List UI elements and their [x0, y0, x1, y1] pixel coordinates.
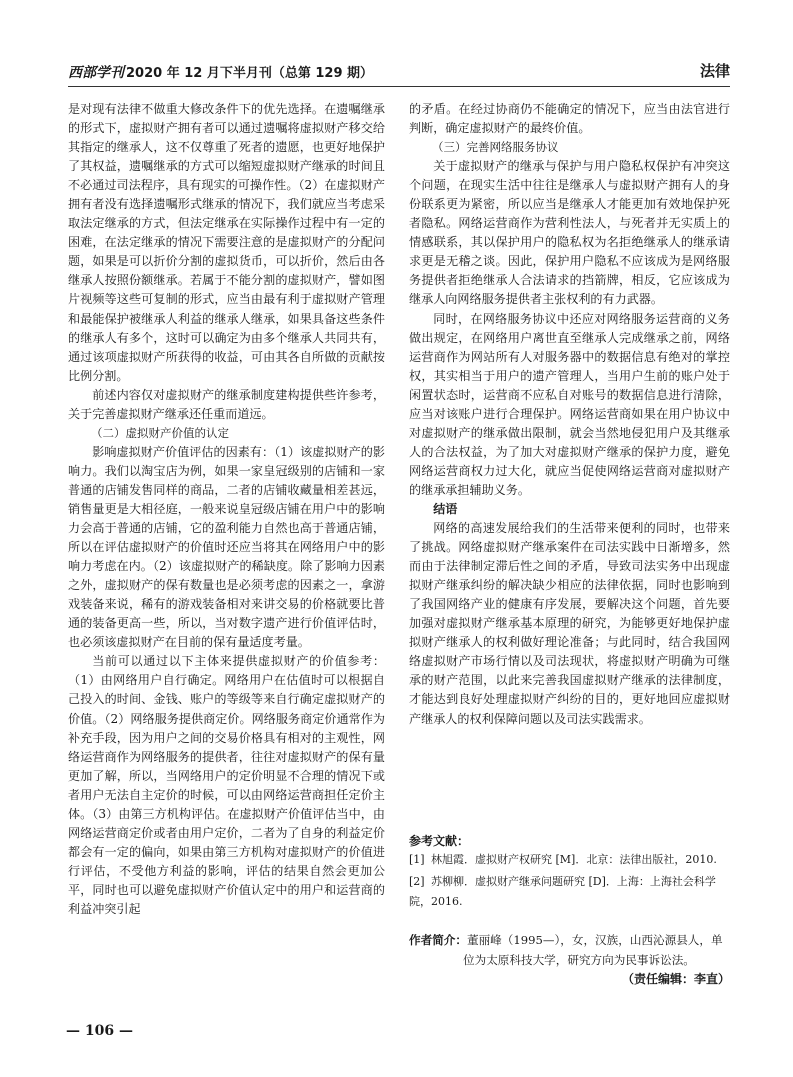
paragraph: 关于虚拟财产的继承与保护与用户隐私权保护有冲突这个问题，在现实生活中往往是继承人与虚拟财产拥有人的身份联系更为紧密，所以应当是继承人才能更加有效地保护死者隐私。网络运营商作为营利性法人，与死者并无实质上的情感联系，其以保护用户的隐私权为名拒绝继承人的继承请求更是无稽之谈。因此，保护用户隐私不应该成为是网络服务提供者拒绝继承人合法请求的挡箭牌，相反，它应该成为继承人向网络服务提供者主张权利的有力武器。 [409, 159, 730, 307]
section-label: 法律 [699, 62, 730, 80]
issue-info: 2020 年 12 月下半月刊（总第 129 期） [126, 66, 374, 81]
paragraph: 同时，在网络服务协议中还应对网络服务运营商的义务做出规定，在网络用户离世直至继承人完成继承之前，网络运营商作为网站所有人对服务器中的数据信息有绝对的掌控权，其实相当于用户的遗产管理人，当用户生前的账户处于闲置状态时，运营商不应私自对账号的数据信息进行清除，应当对该账户进行合理保护。网络运营商如果在用户协议中对虚拟财产的继承做出限制，就会当然地侵犯用户及其继承人的合法权益，为了加大对虚拟财产继承的保护力度，避免网络运营商权力过大化，就应当促使网络运营商对虚拟财产的继承承担辅助义务。 [409, 311, 730, 497]
author-bio [409, 930, 734, 970]
reference-text: 苏柳柳．虚拟财产继承问题研究 [D]．上海：上海社会科学院，2016. [409, 875, 716, 908]
author-bio-line2: 位为太原科技大学，研究方向为民事诉讼法。 [463, 953, 695, 967]
author-bio-label: 作者简介： [409, 933, 467, 947]
reference-item [409, 872, 730, 912]
journal-masthead [68, 62, 373, 82]
paragraph: 影响虚拟财产价值评估的因素有：（1）该虚拟财产的影响力。我们以淘宝店为例，如果一家皇冠级别的店铺和一家普通的店铺发售同样的商品，二者的店铺收藏量相差甚远，销售量更是大相径庭，一般来说皇冠级店铺在用户中的影响力会高于普通的店铺，它的盈利能力自然也高于普通店铺，所以在评估虚拟财产的价值时还应当将其在网络用户中的影响力考虑在内。（2）该虚拟财产的稀缺度。除了影响力因素之外，虚拟财产的保有数量也是必须考虑的因素之一，拿游戏装备来说，稀有的游戏装备相对来讲交易的价格就要比普通的装备更高一些，所以，当对数字遗产进行价值评估时，也必须该虚拟财产在目前的保有量适度考量。 [68, 444, 385, 650]
paragraph: 网络的高速发展给我们的生活带来便利的同时，也带来了挑战。网络虚拟财产继承案件在司法实践中日渐增多，然而由于法律制定滞后性之间的矛盾，导致司法实务中出现虚拟财产继承纠纷的解决缺少相应的法律依据，同时也影响到了我国网络产业的健康有序发展，要解决这个问题，首先要加强对虚拟财产继承基本原理的研究，为能够更好地保护虚拟财产继承人的权利做好理论准备；与此同时，结合我国网络虚拟财产市场行情以及司法现状，将虚拟财产明确为可继承的财产范围，以此来完善我国虚拟财产继承的法律制度，才能达到良好处理虚拟财产纠纷的目的，更好地回应虚拟财产继承人的权利保障问题以及司法实践需求。 [409, 521, 730, 726]
section-heading: （二）虚拟财产价值的认定 [91, 425, 229, 440]
reference-number: [2] [409, 875, 425, 888]
paragraph: 是对现有法律不做重大修改条件下的优先选择。在遗嘱继承的形式下，虚拟财产拥有者可以通过遗嘱将虚拟财产移交给其指定的继承人，这不仅尊重了死者的遗愿，也更好地保护了其权益，遗嘱继承的方式可以缩短虚拟财产继承的时间且不必通过司法程序，具有现实的可操作性。（2）在虚拟财产拥有者没有选择遗嘱形式继承的情况下，我们就应当考虑采取法定继承的方式，但法定继承在实际操作过程中有一定的困难，在法定继承的情况下需要注意的是虚拟财产的分配问题，如果是可以折价分割的虚拟货币，可以折价，然后由各继承人按照份额继承。若属于不能分割的虚拟财产，譬如图片视频等这些可复制的形式，应当由最有利于虚拟财产管理和最能保护被继承人利益的继承人继承，如果具备这些条件的继承人有多个，这时可以确定为由多个继承人共同共有，通过该项虚拟财产所获得的收益，可由其各自所做的贡献按比例分割。 [68, 102, 385, 383]
section-heading: （三）完善网络服务协议 [432, 140, 559, 155]
page-header [68, 60, 730, 82]
paragraph: 的矛盾。在经过协商仍不能确定的情况下，应当由法官进行判断，确定虚拟财产的最终价值。 [409, 102, 730, 136]
header-rule [68, 86, 730, 87]
paragraph: 当前可以通过以下主体来提供虚拟财产的价值参考：（1）由网络用户自行确定。网络用户在估值时可以根据自己投入的时间、金钱、账户的等级等来自行确定虚拟财产的价值。（2）网络服务提供商定价。网络服务商定价通常作为补充手段，因为用户之间的交易价格具有相对的主观性，网络运营商作为网络服务的提供者，往往对虚拟财产的保有量更加了解，所以，当网络用户的定价明显不合理的情况下或者用户无法自主定价的时候，可以由网络运营商担任定价主体。（3）由第三方机构评估。在虚拟财产价值评估当中，由网络运营商定价或者由用户定价，二者为了自身的利益定价都会有一定的偏向，如果由第三方机构对虚拟财产的价值进行评估，不受他方利益的影响，评估的结果自然会更加公平，同时也可以避免虚拟财产价值认定中的用户和运营商的利益冲突引起 [68, 654, 385, 916]
paragraph: 前述内容仅对虚拟财产的继承制度建构提供些许参考，关于完善虚拟财产继承还任重而道远。 [68, 387, 385, 421]
journal-logo: 西部学刊 [68, 65, 124, 81]
responsible-editor: （责任编辑：李直） [621, 972, 730, 986]
conclusion-heading: 结语 [433, 501, 458, 516]
right-column [409, 100, 730, 729]
references-title: 参考文献： [409, 834, 470, 848]
reference-number: [1] [409, 853, 425, 866]
reference-item [409, 850, 730, 870]
left-column [68, 100, 385, 919]
reference-text: 林旭霞．虚拟财产权研究 [M]．北京：法律出版社，2010. [431, 853, 717, 866]
author-bio-line1: 董丽峰（1995—），女，汉族，山西沁源县人，单 [466, 933, 723, 947]
page-number: — 106 — [66, 1023, 133, 1039]
